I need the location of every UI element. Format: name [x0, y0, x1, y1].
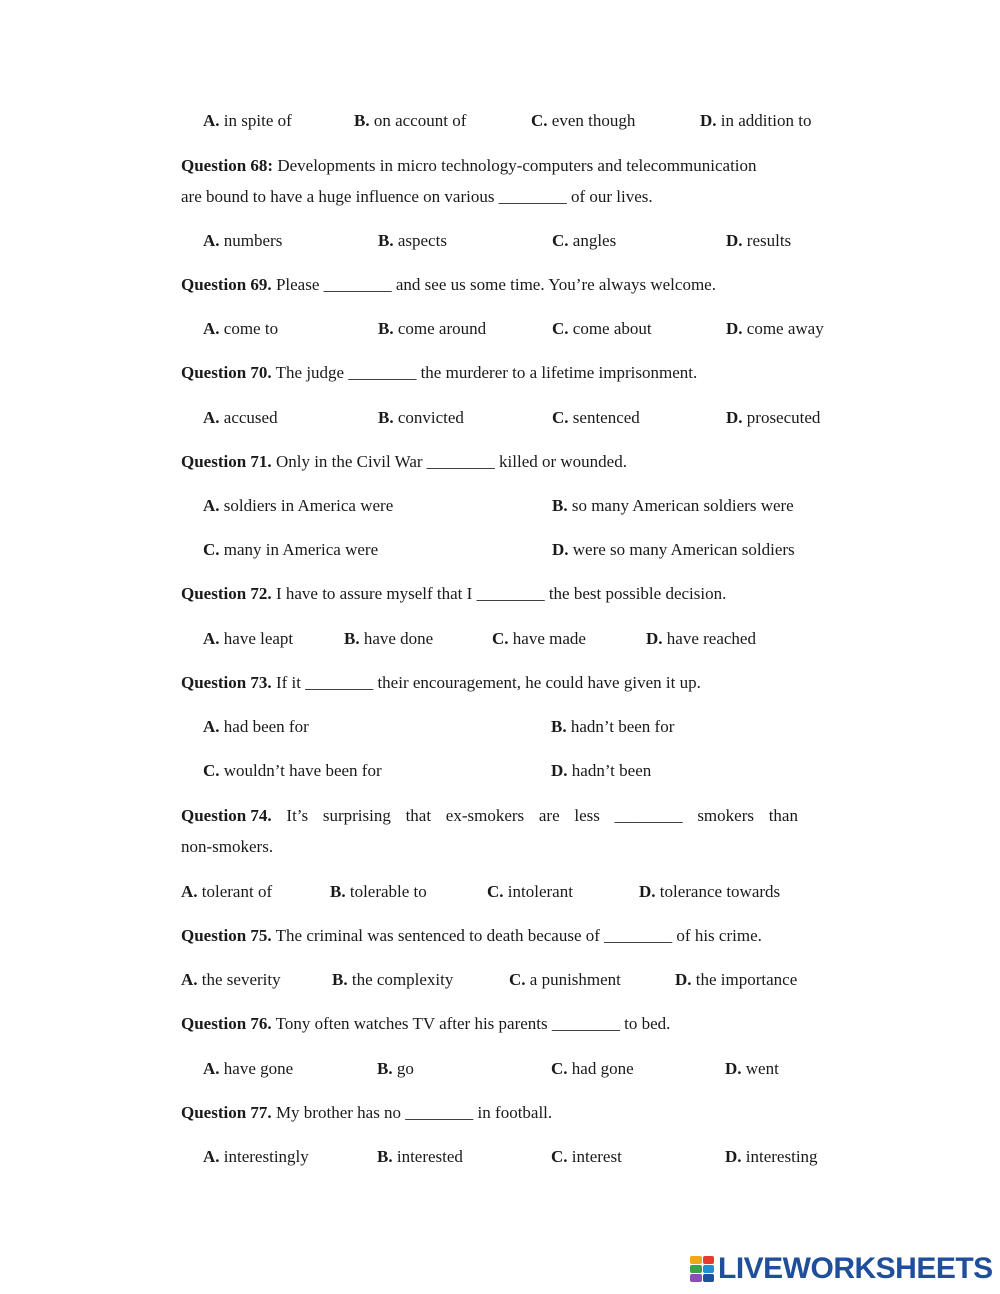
q73-option-c[interactable]: C. wouldn’t have been for — [203, 761, 382, 780]
q73-option-b[interactable]: B. hadn’t been for — [551, 717, 675, 736]
q72-option-d[interactable]: D. have reached — [646, 629, 756, 648]
q68-option-d[interactable]: D. results — [726, 231, 792, 250]
q67-option-c[interactable]: C. even though — [531, 111, 636, 130]
q68-option-c[interactable]: C. angles — [552, 231, 617, 250]
question-label: Question 74. — [181, 806, 272, 825]
q75-stem: Question 75. The criminal was sentenced to death because of ________ of his crime. — [181, 926, 762, 945]
q74-stem: Question 74. It’s surprising that ex-smokers are less ________ smokers than — [181, 806, 798, 825]
q72-stem: Question 72. I have to assure myself that I ________ the best possible decision. — [181, 584, 727, 603]
q73-option-a[interactable]: A. had been for — [203, 717, 309, 736]
q75-option-b[interactable]: B. the complexity — [332, 970, 454, 989]
question-label: Question 71. — [181, 452, 272, 471]
q70-option-a[interactable]: A. accused — [203, 408, 278, 427]
q69-option-d[interactable]: D. come away — [726, 319, 824, 338]
q69-option-a[interactable]: A. come to — [203, 319, 279, 338]
q71-option-c[interactable]: C. many in America were — [203, 540, 379, 559]
q75-option-d[interactable]: D. the importance — [675, 970, 798, 989]
q72-option-a[interactable]: A. have leapt — [203, 629, 294, 648]
q76-option-c[interactable]: C. had gone — [551, 1059, 634, 1078]
question-label: Question 69. — [181, 275, 272, 294]
question-label: Question 75. — [181, 926, 272, 945]
q68-option-a[interactable]: A. numbers — [203, 231, 283, 250]
q77-option-b[interactable]: B. interested — [377, 1147, 463, 1166]
question-label: Question 73. — [181, 673, 272, 692]
q73-stem: Question 73. If it ________ their encouragement, he could have given it up. — [181, 673, 701, 692]
q74-option-a[interactable]: A. tolerant of — [181, 882, 273, 901]
q68-stem: Question 68: Developments in micro technology-computers and telecommunication — [181, 156, 757, 175]
q71-option-d[interactable]: D. were so many American soldiers — [552, 540, 795, 559]
q67-option-b[interactable]: B. on account of — [354, 111, 467, 130]
q74-option-c[interactable]: C. intolerant — [487, 882, 573, 901]
question-label: Question 77. — [181, 1103, 272, 1122]
q76-option-a[interactable]: A. have gone — [203, 1059, 294, 1078]
liveworksheets-logo — [690, 1252, 993, 1286]
q74-option-d[interactable]: D. tolerance towards — [639, 882, 781, 901]
q77-stem: Question 77. My brother has no ________ in football. — [181, 1103, 553, 1122]
q75-option-c[interactable]: C. a punishment — [509, 970, 621, 989]
q76-option-d[interactable]: D. went — [725, 1059, 779, 1078]
q76-option-b[interactable]: B. go — [377, 1059, 414, 1078]
q72-option-b[interactable]: B. have done — [344, 629, 434, 648]
q71-option-b[interactable]: B. so many American soldiers were — [552, 496, 794, 515]
q70-option-c[interactable]: C. sentenced — [552, 408, 640, 427]
q68-stem-line2: are bound to have a huge influence on various ________ of our lives. — [181, 187, 653, 206]
q73-option-d[interactable]: D. hadn’t been — [551, 761, 652, 780]
q74-option-b[interactable]: B. tolerable to — [330, 882, 427, 901]
q75-option-a[interactable]: A. the severity — [181, 970, 281, 989]
q77-option-a[interactable]: A. interestingly — [203, 1147, 309, 1166]
q68-option-b[interactable]: B. aspects — [378, 231, 447, 250]
q71-option-a[interactable]: A. soldiers in America were — [203, 496, 394, 515]
question-label: Question 72. — [181, 584, 272, 603]
q70-option-d[interactable]: D. prosecuted — [726, 408, 821, 427]
question-label: Question 76. — [181, 1014, 272, 1033]
q69-option-c[interactable]: C. come about — [552, 319, 652, 338]
q70-stem: Question 70. The judge ________ the murderer to a lifetime imprisonment. — [181, 363, 698, 382]
q69-stem: Question 69. Please ________ and see us some time. You’re always welcome. — [181, 275, 716, 294]
q69-option-b[interactable]: B. come around — [378, 319, 487, 338]
logo-text: LIVEWORKSHEETS — [718, 1252, 993, 1285]
q76-stem: Question 76. Tony often watches TV after his parents ________ to bed. — [181, 1014, 671, 1033]
q77-option-d[interactable]: D. interesting — [725, 1147, 818, 1166]
q72-option-c[interactable]: C. have made — [492, 629, 586, 648]
q77-option-c[interactable]: C. interest — [551, 1147, 622, 1166]
q67-option-a[interactable]: A. in spite of — [203, 111, 292, 130]
question-label: Question 68: — [181, 156, 274, 175]
liveworksheets-logo-icon — [690, 1256, 714, 1282]
question-label: Question 70. — [181, 363, 272, 382]
q70-option-b[interactable]: B. convicted — [378, 408, 464, 427]
q74-stem-line2: non-smokers. — [181, 837, 274, 856]
q71-stem: Question 71. Only in the Civil War ________ killed or wounded. — [181, 452, 627, 471]
q67-option-d[interactable]: D. in addition to — [700, 111, 812, 130]
